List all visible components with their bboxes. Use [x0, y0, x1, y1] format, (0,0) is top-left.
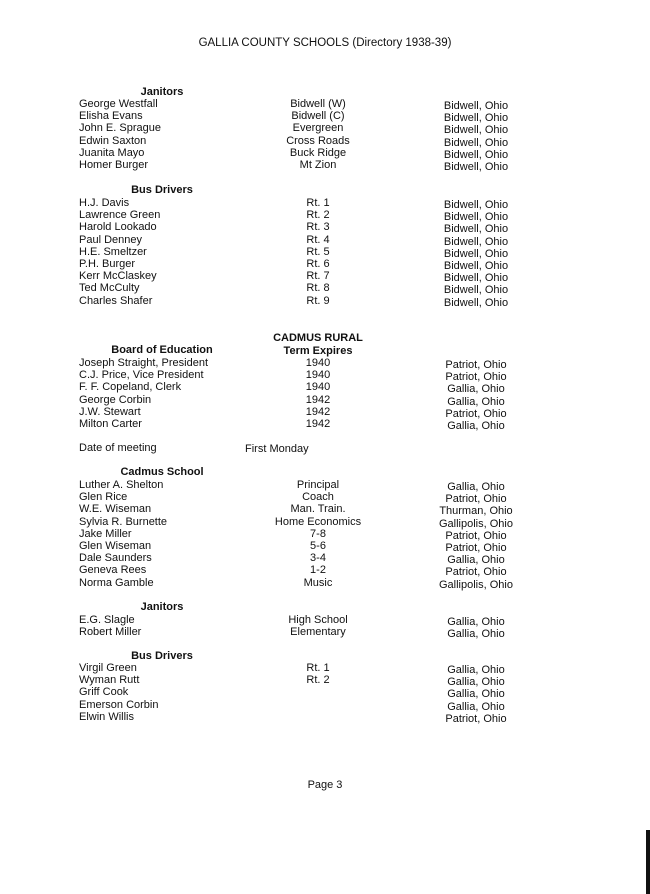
location: Bidwell, Ohio [443, 112, 509, 125]
person-name: H.J. Davis [79, 197, 130, 209]
directory-row [0, 357, 650, 369]
location: Bidwell, Ohio [443, 161, 509, 173]
directory-row [0, 528, 650, 540]
directory-row [0, 491, 650, 506]
directory-row [0, 577, 650, 589]
directory-row [0, 98, 650, 110]
directory-row [0, 197, 650, 209]
person-name: Ted McCulty [79, 282, 140, 295]
directory-row [0, 516, 650, 528]
directory-row [0, 234, 650, 246]
section-heading-board-of-education: Board of Education [111, 344, 213, 356]
position-or-route: Rt. 2 [306, 674, 330, 687]
position-or-route: Principal [296, 479, 340, 491]
directory-row [0, 711, 650, 723]
person-name: Luther A. Shelton [79, 479, 164, 491]
directory-row [0, 406, 650, 418]
directory-row [0, 540, 650, 552]
directory-row [0, 418, 650, 430]
directory-row [0, 674, 650, 689]
position-or-route: Music [303, 576, 333, 589]
location: Patriot, Ohio [445, 712, 507, 725]
person-name: George Corbin [79, 393, 152, 406]
location: Patriot, Ohio [445, 529, 507, 542]
person-name: P.H. Burger [79, 258, 136, 270]
directory-row [0, 381, 650, 396]
position-or-route: 1942 [305, 405, 331, 418]
section-heading-bus-drivers-cadmus: Bus Drivers [131, 650, 193, 662]
location: Bidwell, Ohio [443, 211, 509, 224]
location: Bidwell, Ohio [443, 272, 509, 285]
location: Bidwell, Ohio [443, 148, 509, 161]
location: Gallia, Ohio [447, 395, 505, 408]
person-name: Robert Miller [79, 626, 142, 639]
position-or-route: Rt. 3 [306, 221, 330, 234]
directory-row [0, 221, 650, 236]
directory-row [0, 394, 650, 406]
district-heading: CADMUS RURAL [273, 332, 363, 344]
section-heading-janitors: Janitors [140, 86, 184, 98]
location: Gallia, Ohio [447, 616, 505, 628]
position-or-route: 5-6 [310, 540, 326, 552]
person-name: Jake Miller [79, 527, 132, 540]
directory-row [0, 369, 650, 384]
directory-row [0, 503, 650, 518]
directory-row [0, 122, 650, 137]
location: Bidwell, Ohio [443, 235, 509, 248]
person-name: Juanita Mayo [79, 146, 145, 159]
position-or-route: Rt. 5 [306, 245, 330, 258]
person-name: Harold Lookado [79, 221, 157, 234]
meeting-label: Date of meeting [79, 442, 157, 454]
location: Bidwell, Ohio [443, 284, 509, 297]
position-or-route: Rt. 1 [306, 197, 330, 209]
directory-row [0, 110, 650, 125]
position-or-route: Bidwell (C) [291, 110, 345, 123]
person-name: Dale Saunders [79, 552, 152, 565]
directory-row [0, 564, 650, 579]
location: Gallipolis, Ohio [439, 578, 513, 591]
person-name: Glen Wiseman [79, 540, 152, 552]
location: Gallia, Ohio [447, 700, 505, 713]
person-name: Kerr McClaskey [79, 270, 157, 283]
meeting-value: First Monday [245, 443, 309, 455]
person-name: Lawrence Green [79, 209, 161, 222]
location: Patriot, Ohio [445, 493, 507, 506]
position-or-route: 1940 [305, 381, 331, 394]
directory-row [0, 147, 650, 159]
position-or-route: Evergreen [292, 122, 344, 135]
person-name: Edwin Saxton [79, 134, 147, 147]
person-name: Emerson Corbin [79, 698, 159, 711]
location: Bidwell, Ohio [443, 124, 509, 137]
location: Gallia, Ohio [447, 688, 505, 701]
person-name: Griff Cook [79, 686, 129, 699]
location: Patriot, Ohio [445, 359, 507, 371]
position-or-route: Rt. 4 [306, 233, 330, 246]
position-or-route: Rt. 6 [306, 258, 330, 270]
term-expires-heading: Term Expires [283, 345, 353, 357]
position-or-route: 1942 [305, 393, 331, 406]
person-name: George Westfall [79, 98, 158, 110]
location: Bidwell, Ohio [443, 296, 509, 309]
position-or-route: High School [288, 614, 348, 626]
position-or-route: Home Economics [274, 515, 362, 528]
directory-row [0, 479, 650, 491]
location: Gallia, Ohio [447, 481, 505, 493]
directory-row [0, 686, 650, 701]
position-or-route: Cross Roads [286, 134, 350, 147]
person-name: Milton Carter [79, 418, 142, 430]
scan-edge-mark [646, 830, 650, 894]
directory-row [0, 282, 650, 297]
position-or-route: Mt Zion [299, 159, 337, 171]
person-name: Joseph Straight, President [79, 357, 209, 369]
position-or-route: Rt. 9 [306, 294, 330, 307]
location: Bidwell, Ohio [443, 247, 509, 260]
position-or-route: 1940 [305, 369, 331, 382]
location: Gallia, Ohio [447, 383, 505, 396]
directory-row [0, 295, 650, 307]
position-or-route: Rt. 1 [306, 662, 330, 674]
page-number: Page 3 [307, 779, 343, 791]
location: Gallia, Ohio [447, 628, 505, 641]
position-or-route: Buck Ridge [289, 146, 347, 159]
person-name: J.W. Stewart [79, 405, 141, 418]
person-name: E.G. Slagle [79, 614, 135, 626]
location: Patriot, Ohio [445, 566, 507, 579]
person-name: Wyman Rutt [79, 674, 140, 687]
position-or-route: Coach [302, 491, 334, 504]
location: Bidwell, Ohio [443, 260, 509, 272]
person-name: Elwin Willis [79, 710, 134, 723]
position-or-route: Elementary [290, 626, 346, 639]
location: Bidwell, Ohio [443, 100, 509, 112]
person-name: Geneva Rees [79, 564, 147, 577]
person-name: Elisha Evans [79, 110, 143, 123]
location: Patriot, Ohio [445, 371, 507, 384]
directory-row [0, 699, 650, 711]
directory-row [0, 270, 650, 285]
position-or-route: Bidwell (W) [290, 98, 346, 110]
directory-row [0, 614, 650, 626]
directory-row [0, 135, 650, 147]
position-or-route: 3-4 [310, 552, 326, 565]
person-name: F. F. Copeland, Clerk [79, 381, 182, 394]
person-name: Virgil Green [79, 662, 137, 674]
directory-row [0, 159, 650, 171]
position-or-route: Rt. 2 [306, 209, 330, 222]
location: Patriot, Ohio [445, 407, 507, 420]
position-or-route: Rt. 8 [306, 282, 330, 295]
section-heading-bus-drivers: Bus Drivers [131, 184, 193, 196]
location: Gallia, Ohio [447, 554, 505, 567]
location: Thurman, Ohio [439, 505, 513, 518]
person-name: Charles Shafer [79, 294, 153, 307]
section-heading-cadmus-school: Cadmus School [120, 466, 204, 478]
position-or-route: 1-2 [310, 564, 326, 577]
location: Gallia, Ohio [447, 664, 505, 676]
location: Patriot, Ohio [445, 542, 507, 554]
person-name: Sylvia R. Burnette [79, 515, 168, 528]
location: Bidwell, Ohio [443, 136, 509, 149]
person-name: John E. Sprague [79, 122, 161, 135]
position-or-route: 1940 [305, 357, 331, 369]
location: Gallia, Ohio [447, 676, 505, 689]
section-heading-janitors-cadmus: Janitors [140, 601, 184, 613]
person-name: Norma Gamble [79, 576, 154, 589]
person-name: H.E. Smeltzer [79, 245, 147, 258]
location: Bidwell, Ohio [443, 199, 509, 211]
person-name: Homer Burger [79, 159, 149, 171]
position-or-route: 7-8 [310, 527, 326, 540]
location: Bidwell, Ohio [443, 223, 509, 236]
location: Gallia, Ohio [447, 420, 505, 432]
location: Gallipolis, Ohio [439, 517, 513, 530]
page-title: GALLIA COUNTY SCHOOLS (Directory 1938-39) [198, 37, 452, 49]
position-or-route: 1942 [305, 418, 331, 430]
directory-row [0, 626, 650, 641]
person-name: Paul Denney [79, 233, 142, 246]
directory-row [0, 209, 650, 224]
directory-row [0, 662, 650, 674]
position-or-route: Rt. 7 [306, 270, 330, 283]
directory-row [0, 246, 650, 258]
position-or-route: Man. Train. [290, 503, 346, 516]
person-name: C.J. Price, Vice President [79, 369, 204, 382]
person-name: Glen Rice [79, 491, 128, 504]
directory-row [0, 258, 650, 270]
person-name: W.E. Wiseman [79, 503, 152, 516]
directory-row [0, 552, 650, 567]
